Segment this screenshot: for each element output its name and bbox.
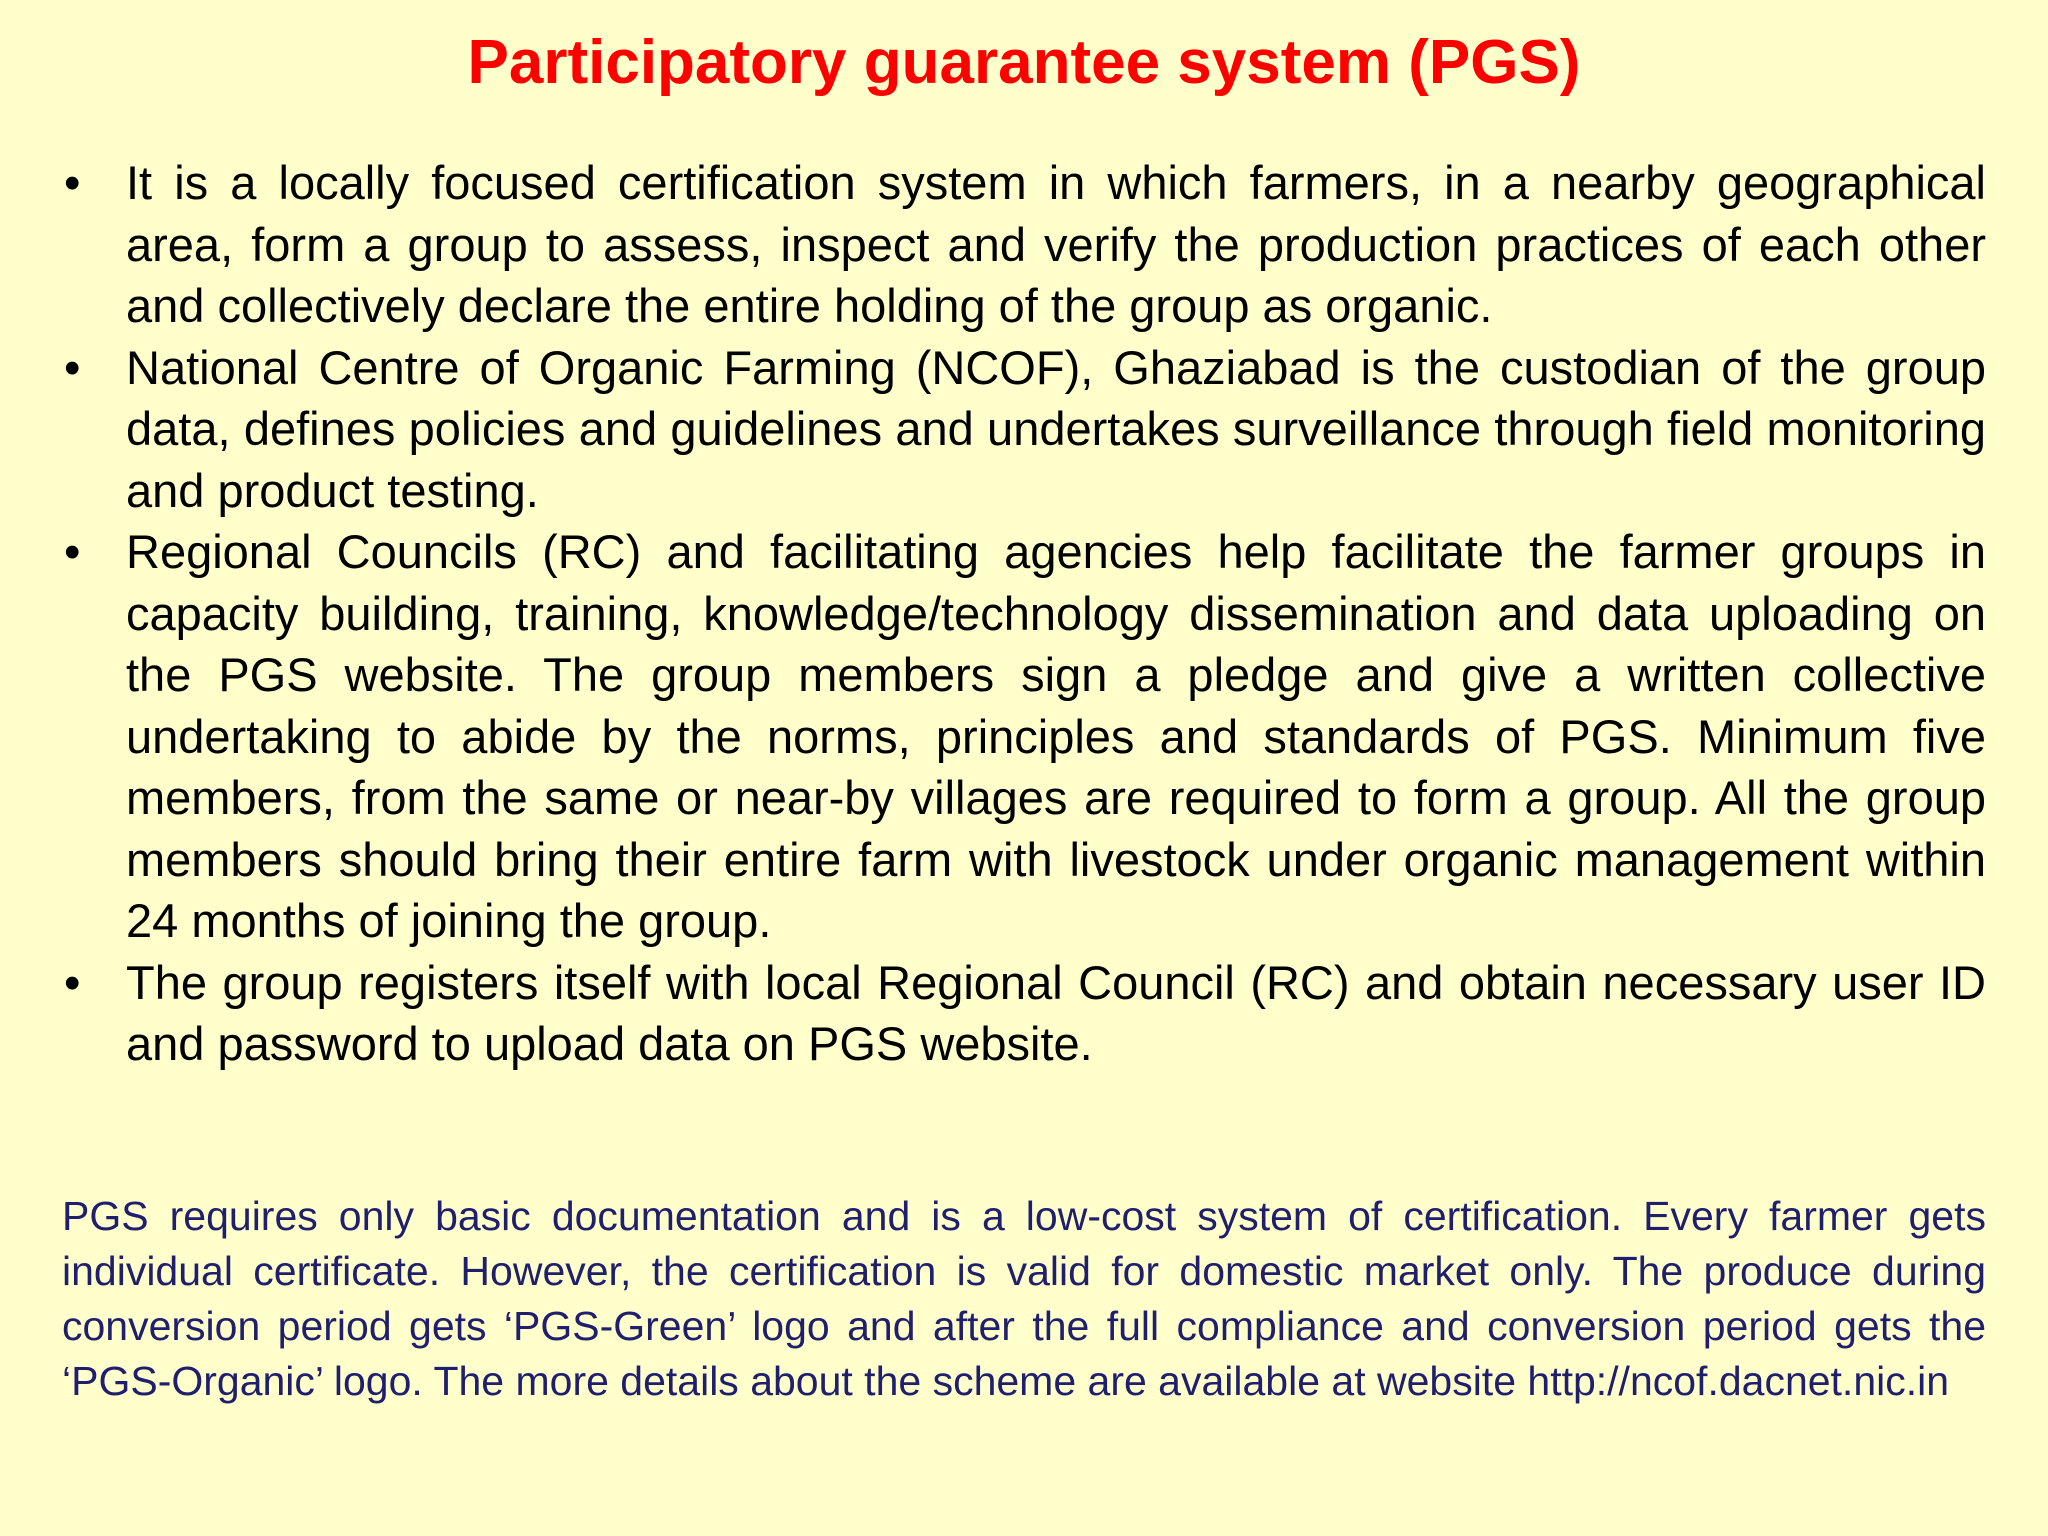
bullet-text: Regional Councils (RC) and facilitating agencies help facilitate the farmer groups in capacity building, training, knowledge/technology dissemination and data uploading on the PGS website. The group members sign a pledge and give a written collective undertaking to abide by the norms, principles and standards of PGS. Minimum five members, from the same or near-by villages are required to form a group. All the group members should bring their entire farm with livestock under organic management within 24 months of joining the group. [126, 525, 1986, 947]
bullet-dot-icon: • [64, 156, 81, 209]
bullet-dot-icon: • [64, 955, 81, 1009]
bullet-item [62, 521, 1986, 952]
footer-note: PGS requires only basic documentation and is a low-cost system of certification. Every farmer gets individual certificate. However, the certification is valid for domestic market only. The produce during conversion period gets ‘PGS-Green’ logo and after the full compliance and conversion period gets the ‘PGS-Organic’ logo. The more details about the scheme are available at website http://ncof.dacnet.nic.in [62, 1193, 1986, 1404]
bullet-item [62, 952, 1986, 1075]
slide-title: Participatory guarantee system (PGS) [467, 28, 1581, 97]
bullet-text: National Centre of Organic Farming (NCOF), Ghaziabad is the custodian of the group data, defines policies and guidelines and undertakes surveillance through field monitoring and product testing. [126, 340, 1986, 517]
bullet-list [62, 152, 1986, 1075]
bullet-text: It is a locally focused certification system in which farmers, in a nearby geographical area, form a group to assess, inspect and verify the production practices of each other and collectively declare the entire holding of the group as organic. [126, 156, 1986, 332]
bullet-dot-icon: • [64, 525, 81, 578]
bullet-item [62, 152, 1986, 337]
bullet-dot-icon: • [64, 340, 81, 394]
bullet-text: The group registers itself with local Regional Council (RC) and obtain necessary user ID and password to upload data on PGS website. [126, 955, 1986, 1070]
bullet-item [62, 337, 1986, 522]
